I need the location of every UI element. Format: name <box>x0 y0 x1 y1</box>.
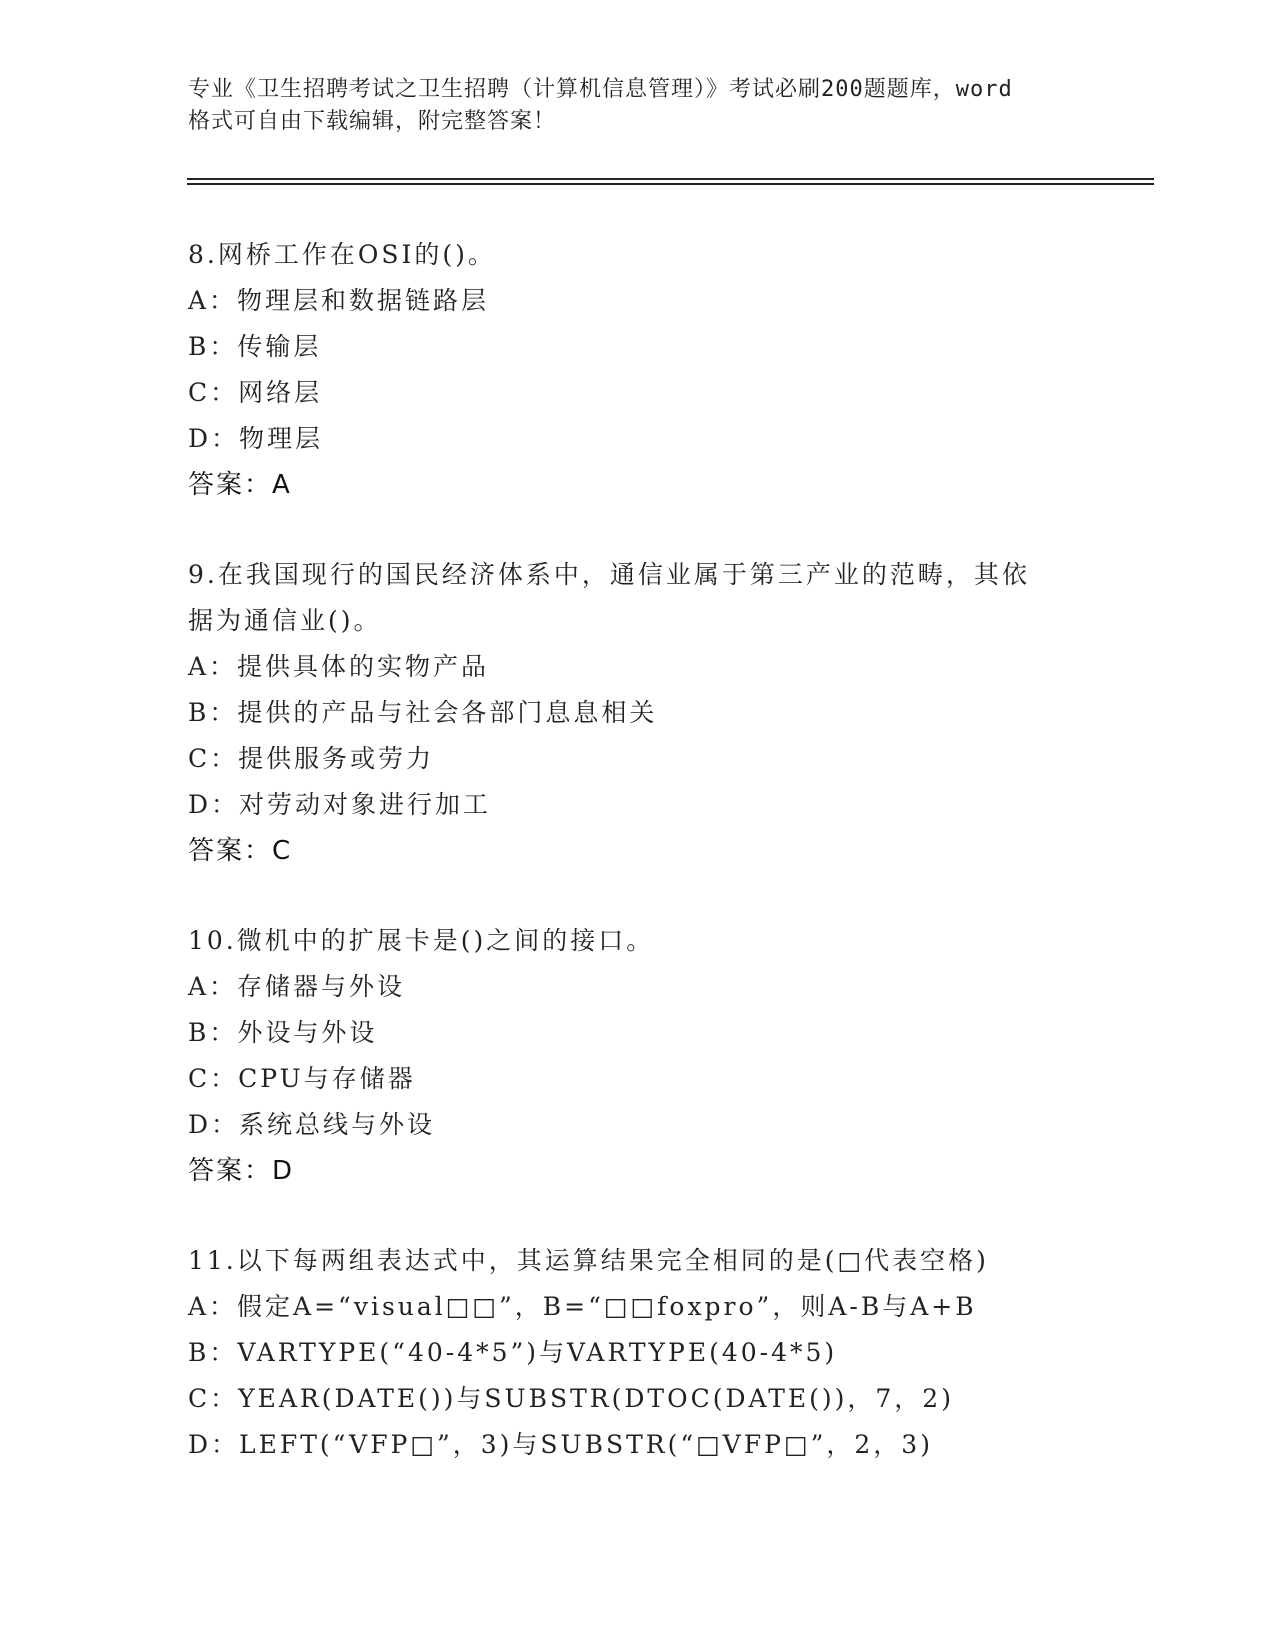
document-header <box>188 74 1108 138</box>
answer-label: 答案：A <box>188 470 292 500</box>
option-c: C：YEAR(DATE())与SUBSTR(DTOC(DATE())，7，2) <box>188 1384 954 1413</box>
question-stem: 9.在我国现行的国民经济体系中，通信业属于第三产业的范畴，其依 <box>188 560 1030 589</box>
option-d: D：物理层 <box>188 424 324 453</box>
answer-label: 答案：D <box>188 1156 295 1186</box>
question-spacer <box>188 874 1118 918</box>
option-a: A：假定A=“visual□□”，B=“□□foxpro”，则A-B与A+B <box>188 1292 977 1321</box>
option-a: A：物理层和数据链路层 <box>188 286 490 315</box>
option-d: D：系统总线与外设 <box>188 1110 436 1139</box>
option-b: B：提供的产品与社会各部门息息相关 <box>188 698 658 727</box>
question-10 <box>188 918 1118 1194</box>
question-11 <box>188 1238 1118 1468</box>
header-line-1: 专业《卫生招聘考试之卫生招聘（计算机信息管理）》考试必刷200题题库，word <box>188 77 1013 102</box>
question-spacer <box>188 1194 1118 1238</box>
option-d: D：对劳动对象进行加工 <box>188 790 492 819</box>
option-b: B：外设与外设 <box>188 1018 378 1047</box>
question-stem: 8.网桥工作在OSI的()。 <box>188 240 496 269</box>
header-divider-bottom <box>187 183 1154 185</box>
option-b: B：VARTYPE(“40-4*5”)与VARTYPE(40-4*5) <box>188 1338 838 1367</box>
option-d: D：LEFT(“VFP□”，3)与SUBSTR(“□VFP□”，2，3) <box>188 1430 933 1459</box>
question-stem-continued: 据为通信业()。 <box>188 606 382 635</box>
question-stem: 11.以下每两组表达式中，其运算结果完全相同的是(□代表空格) <box>188 1246 989 1275</box>
answer-label: 答案：C <box>188 836 293 866</box>
option-a: A：提供具体的实物产品 <box>188 652 490 681</box>
option-c: C：CPU与存储器 <box>188 1064 416 1093</box>
option-a: A：存储器与外设 <box>188 972 406 1001</box>
option-b: B：传输层 <box>188 332 322 361</box>
question-9 <box>188 552 1118 874</box>
option-c: C：提供服务或劳力 <box>188 744 435 773</box>
question-8 <box>188 232 1118 508</box>
option-c: C：网络层 <box>188 378 323 407</box>
question-spacer <box>188 508 1118 552</box>
header-line-2: 格式可自由下载编辑，附完整答案！ <box>188 109 557 134</box>
question-stem: 10.微机中的扩展卡是()之间的接口。 <box>188 926 655 955</box>
header-divider-top <box>187 178 1154 180</box>
question-list <box>188 232 1118 1468</box>
